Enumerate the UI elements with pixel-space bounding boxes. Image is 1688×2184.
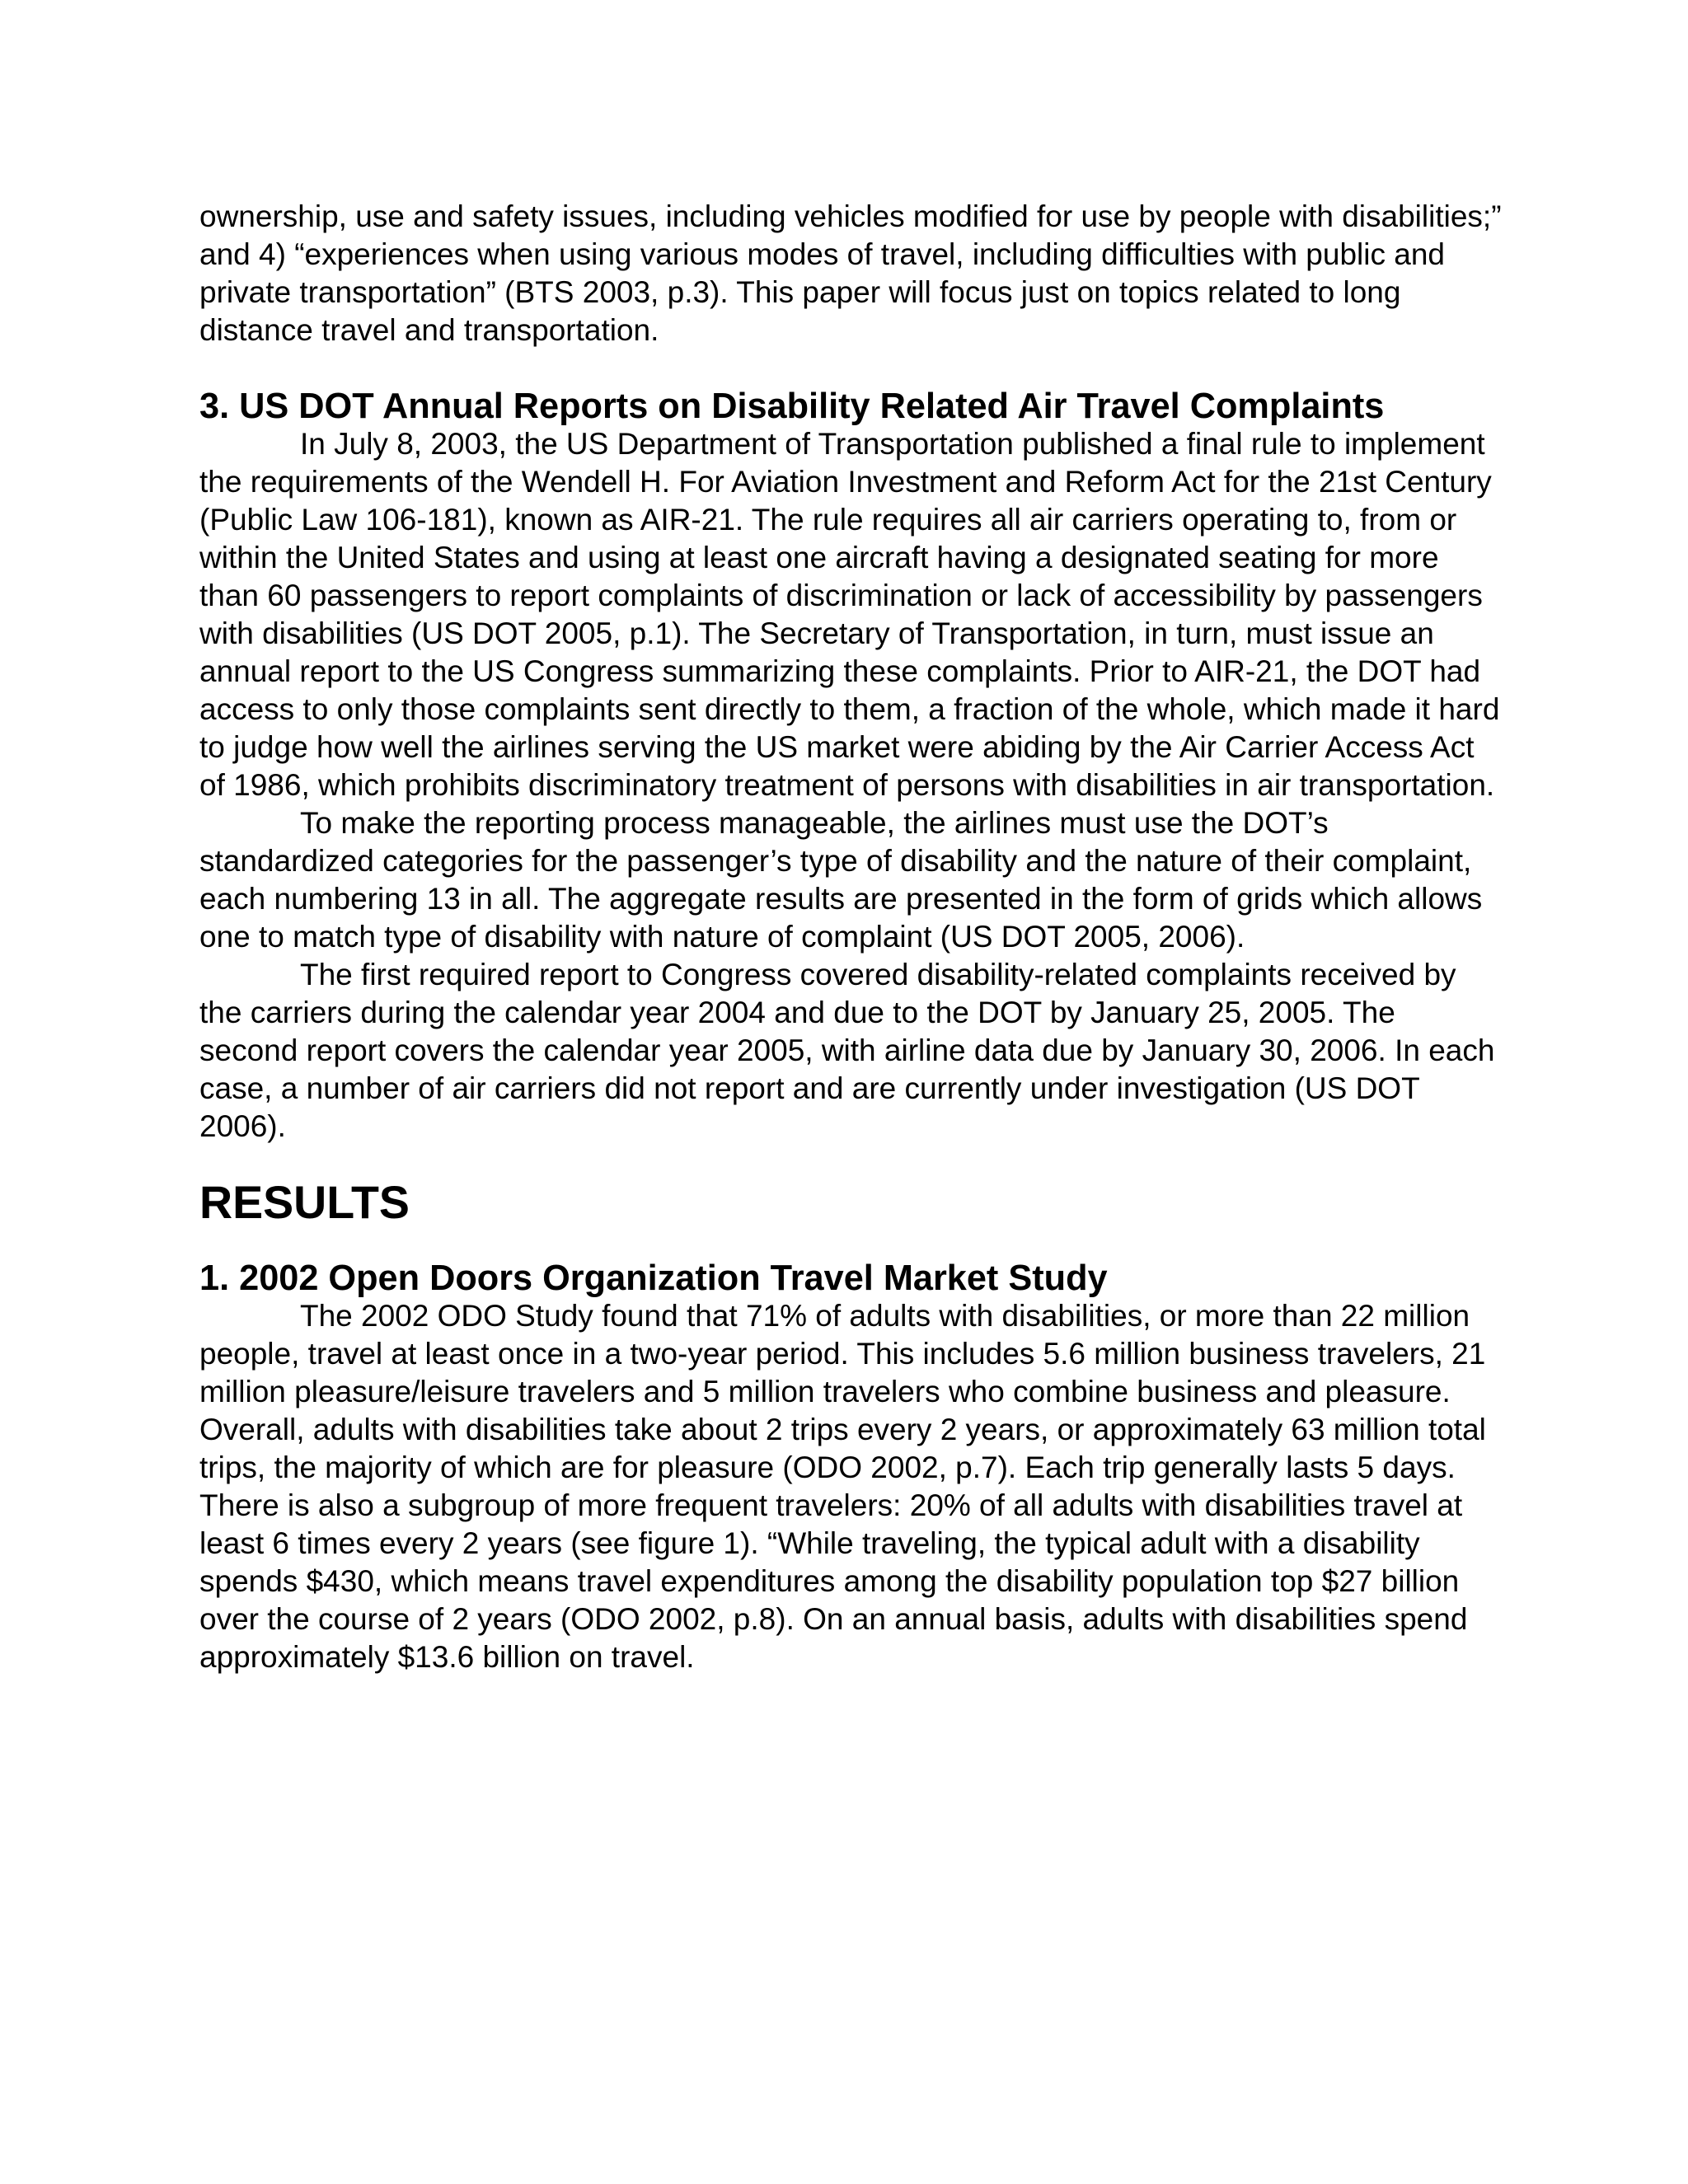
subsection-heading-odo-study: 1. 2002 Open Doors Organization Travel Market Study xyxy=(199,1258,1108,1298)
results-heading: RESULTS xyxy=(199,1177,410,1228)
spacer xyxy=(199,349,1502,387)
section3-paragraph-2: To make the reporting process manageable, the airlines must use the DOT’s standardized categories for the passenger’s type of disability and the nature of their complaint, each numbering 13 in all. The aggregate results are presented in the form of grids which allows one to match type of disability with nature of complaint (US DOT 2005, 2006). xyxy=(199,806,1483,954)
document-page xyxy=(199,198,1502,1676)
odo-study-paragraph: The 2002 ODO Study found that 71% of adults with disabilities, or more than 22 million people, travel at least once in a two-year period. This includes 5.6 million business travelers, 21 million pleasure/leisure travelers and 5 million travelers who combine business and pleasure. Overall, adults with disabilities take about 2 trips every 2 years, or approximately 63 million total trips, the majority of which are for pleasure (ODO 2002, p.7). Each trip generally lasts 5 days. There is also a subgroup of more frequent travelers: 20% of all adults with disabilities travel at least 6 times every 2 years (see figure 1). “While traveling, the typical adult with a disability spends $430, which means travel expenditures among the disability population top $27 billion over the course of 2 years (ODO 2002, p.8). On an annual basis, adults with disabilities spend approximately $13.6 billion on travel. xyxy=(199,1299,1486,1674)
section3-paragraph-3: The first required report to Congress covered disability-related complaints received by the carriers during the calendar year 2004 and due to the DOT by January 25, 2005. The second report covers the calendar year 2005, with airline data due by January 30, 2006. In each case, a number of air carriers did not report and are currently under investigation (US DOT 2006). xyxy=(199,958,1495,1143)
section-heading-dot-reports: 3. US DOT Annual Reports on Disability Related Air Travel Complaints xyxy=(199,387,1385,426)
section3-paragraph-1: In July 8, 2003, the US Department of Transportation published a final rule to implement the requirements of the Wendell H. For Aviation Investment and Reform Act for the 21st Century (Public Law 106-181), known as AIR-21. The rule requires all air carriers operating to, from or within the United States and using at least one aircraft having a designated seating for more than 60 passengers to report complaints of discrimination or lack of accessibility by passengers with disabilities (US DOT 2005, p.1). The Secretary of Transportation, in turn, must issue an annual report to the US Congress summarizing these complaints. Prior to AIR-21, the DOT had access to only those complaints sent directly to them, a fraction of the whole, which made it hard to judge how well the airlines serving the US market were abiding by the Air Carrier Access Act of 1986, which prohibits discriminatory treatment of persons with disabilities in air transportation. xyxy=(199,427,1500,802)
intro-paragraph: ownership, use and safety issues, including vehicles modified for use by people with disabilities;” and 4) “experiences when using various modes of travel, including difficulties with public and private transportation” (BTS 2003, p.3). This paper will focus just on topics related to long distance travel and transportation. xyxy=(199,199,1502,347)
